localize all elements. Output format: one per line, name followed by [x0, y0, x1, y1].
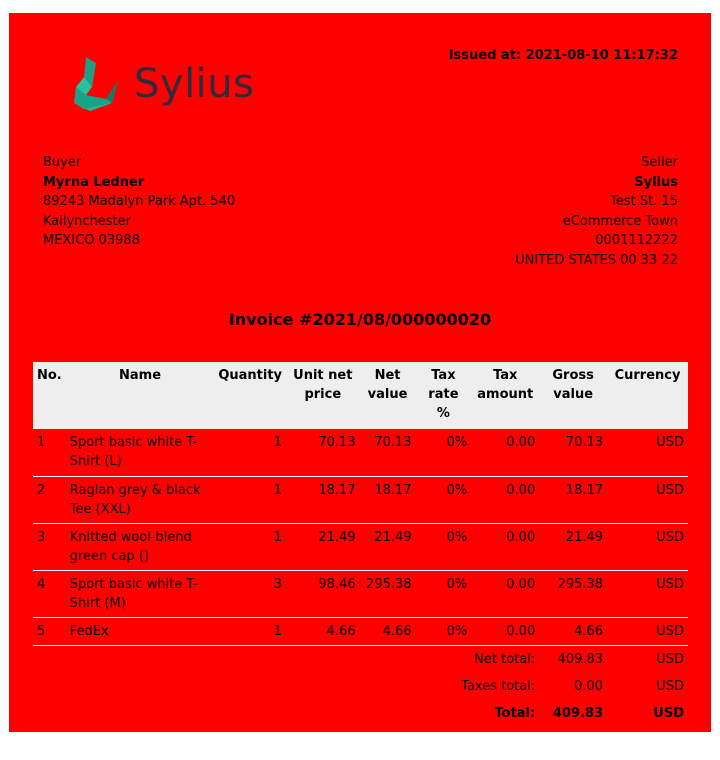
cell-gross-value: 295.38 [539, 570, 607, 617]
cell-net-value: 4.66 [360, 617, 416, 645]
cell-currency: USD [607, 570, 688, 617]
invoice-items-table [33, 362, 688, 727]
cell-tax-rate: 0% [416, 523, 472, 570]
cell-tax-amount: 0.00 [471, 523, 539, 570]
col-header-currency: Currency [607, 362, 688, 429]
cell-quantity: 1 [214, 617, 286, 645]
buyer-address-line: 89243 Madalyn Park Apt. 540 [43, 194, 236, 209]
cell-unit-net-price: 18.17 [286, 476, 360, 523]
buyer-block [43, 153, 235, 251]
sylius-logo [72, 57, 272, 117]
col-header-unit-net-price: Unit net price [286, 362, 360, 429]
cell-quantity: 3 [214, 570, 286, 617]
taxes-total-row [33, 673, 688, 700]
cell-currency: USD [607, 523, 688, 570]
seller-address-line: eCommerce Town [562, 213, 678, 229]
grand-total-value: 409.83 [552, 705, 604, 721]
cell-quantity: 1 [214, 523, 286, 570]
cell-currency: USD [607, 429, 688, 476]
cell-net-value: 295.38 [360, 570, 416, 617]
buyer-label: Buyer [43, 155, 82, 170]
col-header-gross-value: Gross value [539, 362, 607, 429]
cell-quantity: 1 [214, 429, 286, 476]
net-total-currency: USD [656, 651, 684, 667]
cell-tax-rate: 0% [416, 429, 472, 476]
taxes-total-value: 0.00 [574, 678, 604, 694]
cell-name: Knitted wool-blend green cap () [66, 523, 215, 570]
table-row [33, 523, 688, 570]
cell-tax-rate: 0% [416, 570, 472, 617]
seller-address-line: 0001112222 [595, 233, 678, 248]
taxes-total-label: Taxes total: [461, 678, 536, 694]
seller-label: Seller [641, 155, 678, 170]
table-row [33, 617, 688, 645]
cell-net-value: 70.13 [360, 429, 416, 476]
table-row [33, 476, 688, 523]
cell-gross-value: 4.66 [539, 617, 607, 645]
issued-at: Issued at: 2021-08-10 11:17:32 [448, 48, 678, 63]
cell-name: Raglan grey & black Tee (XXL) [66, 476, 215, 523]
cell-no: 2 [33, 476, 66, 523]
cell-currency: USD [607, 476, 688, 523]
seller-address-line: UNITED STATES 00 33 22 [515, 252, 678, 268]
seller-address-line: Test St. 15 [610, 194, 678, 209]
col-header-name: Name [66, 362, 215, 429]
cell-no: 5 [33, 617, 66, 645]
cell-currency: USD [607, 617, 688, 645]
net-total-row [33, 645, 688, 673]
table-row [33, 570, 688, 617]
cell-tax-amount: 0.00 [471, 617, 539, 645]
col-header-tax-amount: Tax amount [471, 362, 539, 429]
buyer-address-line: MEXICO 03988 [43, 233, 140, 248]
cell-net-value: 18.17 [360, 476, 416, 523]
cell-tax-amount: 0.00 [471, 570, 539, 617]
cell-gross-value: 70.13 [539, 429, 607, 476]
cell-no: 3 [33, 523, 66, 570]
logo-wordmark: Sylius [134, 61, 255, 107]
col-header-no: No. [33, 362, 66, 429]
net-total-value: 409.83 [557, 651, 604, 667]
cell-name: FedEx [66, 617, 215, 645]
buyer-address-line: Kailynchester [43, 213, 132, 229]
col-header-quantity: Quantity [214, 362, 286, 429]
table-header-row [33, 362, 688, 429]
cell-no: 4 [33, 570, 66, 617]
invoice-page [9, 13, 711, 732]
grand-total-label: Total: [494, 705, 536, 721]
cell-tax-amount: 0.00 [471, 429, 539, 476]
taxes-total-currency: USD [656, 678, 684, 694]
seller-block [515, 153, 678, 270]
col-header-net-value: Net value [360, 362, 416, 429]
net-total-label: Net total: [474, 651, 536, 667]
cell-unit-net-price: 70.13 [286, 429, 360, 476]
sylius-swan-icon [72, 57, 120, 115]
grand-total-row [33, 700, 688, 727]
cell-name: Sport basic white T- Shirt (M) [66, 570, 215, 617]
seller-name: Sylius [634, 174, 678, 190]
cell-unit-net-price: 98.46 [286, 570, 360, 617]
grand-total-currency: USD [653, 705, 684, 721]
cell-gross-value: 18.17 [539, 476, 607, 523]
cell-gross-value: 21.49 [539, 523, 607, 570]
cell-no: 1 [33, 429, 66, 476]
cell-unit-net-price: 21.49 [286, 523, 360, 570]
cell-tax-rate: 0% [416, 617, 472, 645]
cell-unit-net-price: 4.66 [286, 617, 360, 645]
col-header-tax-rate: Tax rate % [416, 362, 472, 429]
invoice-title: Invoice #2021/08/000000020 [228, 310, 492, 329]
buyer-name: Myrna Ledner [43, 174, 145, 190]
cell-tax-rate: 0% [416, 476, 472, 523]
cell-name: Sport basic white T- Shirt (L) [66, 429, 215, 476]
cell-net-value: 21.49 [360, 523, 416, 570]
cell-tax-amount: 0.00 [471, 476, 539, 523]
table-row [33, 429, 688, 476]
cell-quantity: 1 [214, 476, 286, 523]
